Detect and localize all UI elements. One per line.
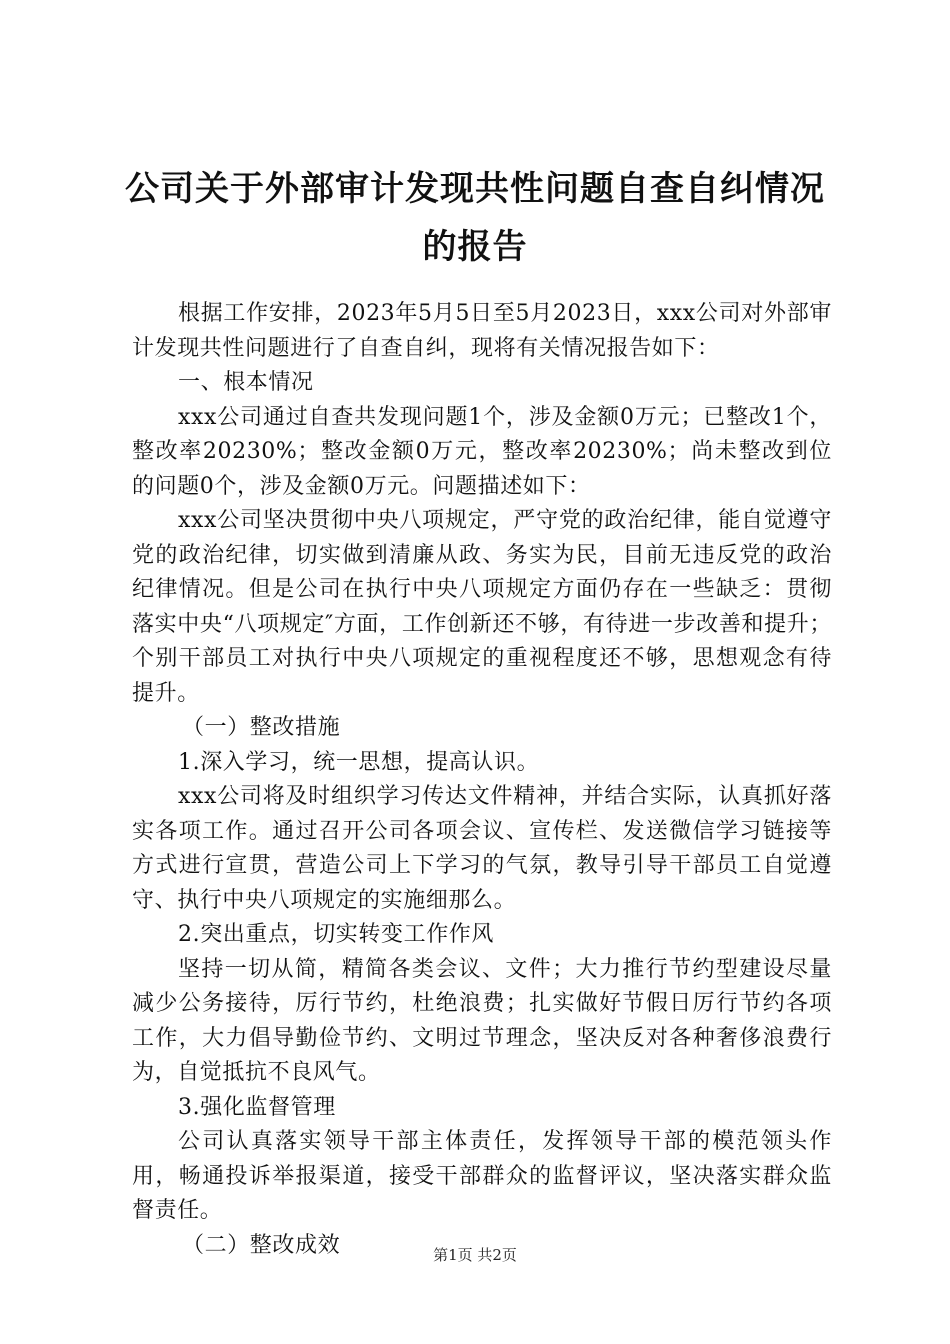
measure-heading-1: 1.深入学习，统一思想，提高认识。: [178, 749, 540, 775]
section-heading-basic: 一、根本情况: [178, 370, 314, 395]
document-body: [132, 297, 832, 1263]
paragraph-measure-3: 公司认真落实领导干部主体责任，发挥领导干部的模范领头作用，畅通投诉举报渠道，接受干部群众的监督评议，坚决落实群众监督责任。: [132, 1129, 832, 1223]
measure-heading-2: 2.突出重点，切实转变工作作风: [178, 922, 494, 947]
subsection-heading-results: （二）整改成效: [182, 1232, 341, 1258]
page-number-footer: 第1页 共2页: [433, 1246, 517, 1264]
paragraph-problem-description: xxx公司坚决贯彻中央八项规定，严守党的政治纪律，能自觉遵守党的政治纪律，切实做到清廉从政、务实为民，目前无违反党的政治纪律情况。但是公司在执行中央八项规定方面仍存在一些缺乏：贯彻落实中央“八项规定″方面，工作创新还不够，有待进一步改善和提升；个别干部员工对执行中央八项规定的重视程度还不够，思想观念有待提升。: [132, 508, 832, 706]
document-title: 公司关于外部审计发现共性问题自查自纠情况的报告: [125, 169, 825, 267]
paragraph-intro: 根据工作安排，2023年5月5日至5月2023日，xxx公司对外部审计发现共性问题进行了自查自纠，现将有关情况报告如下：: [132, 301, 832, 361]
paragraph-self-check-summary: xxx公司通过自查共发现问题1个，涉及金额0万元；已整改1个，整改率20230%；整改金额0万元，整改率20230%；尚未整改到位的问题0个，涉及金额0万元。问题描述如下：: [132, 404, 832, 499]
paragraph-measure-1: xxx公司将及时组织学习传达文件精神，并结合实际，认真抓好落实各项工作。通过召开公司各项会议、宣传栏、发送微信学习链接等方式进行宣贯，营造公司上下学习的气氛，教导引导干部员工自觉遵守、执行中央八项规定的实施细那么。: [132, 784, 832, 913]
paragraph-measure-2: 坚持一切从简，精简各类会议、文件；大力推行节约型建设尽量减少公务接待，厉行节约，杜绝浪费；扎实做好节假日厉行节约各项工作，大力倡导勤俭节约、文明过节理念，坚决反对各种奢侈浪费行为，自觉抵抗不良风气。: [132, 956, 832, 1085]
subsection-heading-measures: （一）整改措施: [182, 715, 341, 740]
measure-heading-3: 3.强化监督管理: [178, 1094, 336, 1120]
